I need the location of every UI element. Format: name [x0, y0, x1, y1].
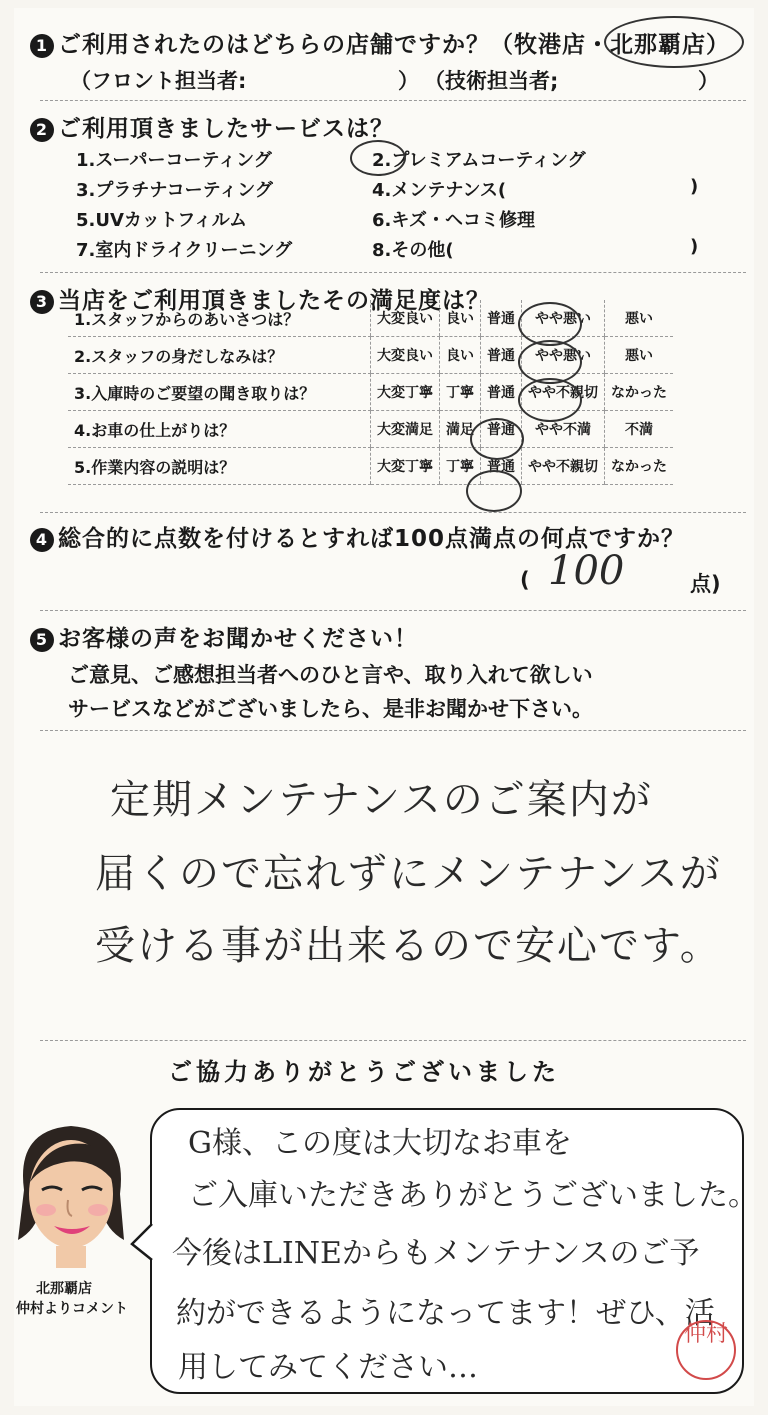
service-item: 8.その他(	[372, 240, 454, 261]
q3-number: 3	[30, 290, 54, 314]
service-item: 2.プレミアムコーティング	[372, 150, 586, 171]
option-cell: やや不親切	[522, 448, 605, 485]
q5-number: 5	[30, 628, 54, 652]
satisfaction-table	[68, 300, 673, 485]
staff-label: 仲村よりコメント	[16, 1301, 128, 1317]
option-cell: 大変良い	[371, 300, 440, 337]
option-cell: やや悪い	[522, 337, 605, 374]
option-cell: 普通	[481, 337, 522, 374]
customer-voice-line: 定期メンテナンスのご案内が	[110, 777, 653, 823]
option-cell: 大変丁寧	[371, 374, 440, 411]
option-cell: 不満	[605, 411, 674, 448]
divider	[40, 730, 746, 731]
option-cell: 良い	[440, 300, 481, 337]
staff-comment-line: G様、この度は大切なお車を	[188, 1126, 572, 1161]
service-item: 3.プラチナコーティング	[76, 180, 273, 201]
customer-voice-line: 届くので忘れずにメンテナンスが	[95, 851, 722, 897]
bubble-tail	[130, 1222, 156, 1262]
row-question: 3.入庫時のご要望の聞き取りは？	[68, 374, 371, 411]
paren-close: )	[690, 236, 699, 257]
q4-section	[30, 520, 748, 553]
name-stamp: 仲村	[676, 1320, 736, 1380]
row-question: 2.スタッフの身だしなみは？	[68, 337, 371, 374]
store-circle	[604, 16, 744, 68]
option-cell: やや不親切	[522, 374, 605, 411]
staff-comment-line: 今後はLINEからもメンテナンスのご予	[172, 1236, 700, 1271]
q2-question: ご利用頂きましたサービスは？	[58, 116, 394, 142]
tech-staff-label: （技術担当者;	[424, 69, 559, 93]
option-cell: 丁寧	[440, 374, 481, 411]
staff-portrait	[6, 1110, 136, 1280]
option-cell: なかった	[605, 448, 674, 485]
service-item: 5.UVカットフィルム	[76, 210, 248, 231]
table-row	[68, 448, 673, 485]
q5-instruction: サービスなどがございましたら、是非お聞かせ下さい。	[68, 697, 593, 721]
staff-comment-line: ご入庫いただきありがとうございました。	[188, 1178, 758, 1213]
answer-circle	[466, 470, 522, 512]
tech-staff-close: ）	[698, 69, 719, 93]
q5-instruction: ご意見、ご感想担当者へのひと言や、取り入れて欲しい	[68, 663, 593, 687]
option-cell: 大変良い	[371, 337, 440, 374]
option-cell: やや悪い	[522, 300, 605, 337]
staff-comment-line: 用してみてください…	[178, 1350, 478, 1385]
staff-comment-line: 約ができるようになってます！ぜひ、活	[176, 1296, 715, 1331]
row-question: 1.スタッフからのあいさつは？	[68, 300, 371, 337]
option-cell: 満足	[440, 411, 481, 448]
q1-question: ご利用されたのはどちらの店舗ですか？（牧港店・北那覇店）	[58, 32, 730, 58]
option-cell: 大変丁寧	[371, 448, 440, 485]
q3-question: 当店をご利用頂きましたその満足度は？	[58, 288, 490, 314]
q1-number: 1	[30, 34, 54, 58]
paren-close: )	[690, 176, 699, 197]
customer-voice-line: 受ける事が出来るので安心です。	[95, 923, 722, 969]
service-item: 7.室内ドライクリーニング	[76, 240, 293, 261]
q4-question: 総合的に点数を付けるとすれば100点満点の何点ですか？	[58, 526, 686, 552]
q2-section	[30, 110, 748, 270]
row-question: 5.作業内容の説明は？	[68, 448, 371, 485]
front-staff-close: ）	[398, 69, 419, 93]
option-cell: 普通	[481, 374, 522, 411]
option-cell: なかった	[605, 374, 674, 411]
answer-circle	[518, 378, 582, 422]
service-item: 6.キズ・ヘコミ修理	[372, 210, 536, 231]
divider	[40, 100, 746, 101]
q2-number: 2	[30, 118, 54, 142]
option-cell: 普通	[481, 411, 522, 448]
q5-section	[30, 620, 748, 723]
score-unit: 点)	[690, 572, 721, 596]
staff-store: 北那覇店	[36, 1281, 92, 1297]
option-cell: 良い	[440, 337, 481, 374]
option-cell: 丁寧	[440, 448, 481, 485]
option-cell: 大変満足	[371, 411, 440, 448]
q5-question: お客様の声をお聞かせください！	[58, 626, 418, 652]
table-row	[68, 300, 673, 337]
option-cell: 悪い	[605, 300, 674, 337]
divider	[40, 272, 746, 273]
divider	[40, 1040, 746, 1041]
divider	[40, 512, 746, 513]
score-open-paren: (	[520, 568, 530, 592]
score-value: 100	[548, 548, 625, 594]
answer-circle	[470, 418, 524, 460]
service-circle	[350, 140, 406, 176]
q4-number: 4	[30, 528, 54, 552]
table-row	[68, 374, 673, 411]
thanks-text: ご協力ありがとうございました	[168, 1058, 560, 1086]
option-cell: やや不満	[522, 411, 605, 448]
option-cell: 普通	[481, 448, 522, 485]
option-cell: 悪い	[605, 337, 674, 374]
option-cell: 普通	[481, 300, 522, 337]
row-question: 4.お車の仕上がりは？	[68, 411, 371, 448]
table-row	[68, 411, 673, 448]
table-row	[68, 337, 673, 374]
service-item: 1.スーパーコーティング	[76, 150, 272, 171]
divider	[40, 610, 746, 611]
front-staff-label: （フロント担当者:	[70, 69, 247, 93]
service-item: 4.メンテナンス(	[372, 180, 507, 201]
